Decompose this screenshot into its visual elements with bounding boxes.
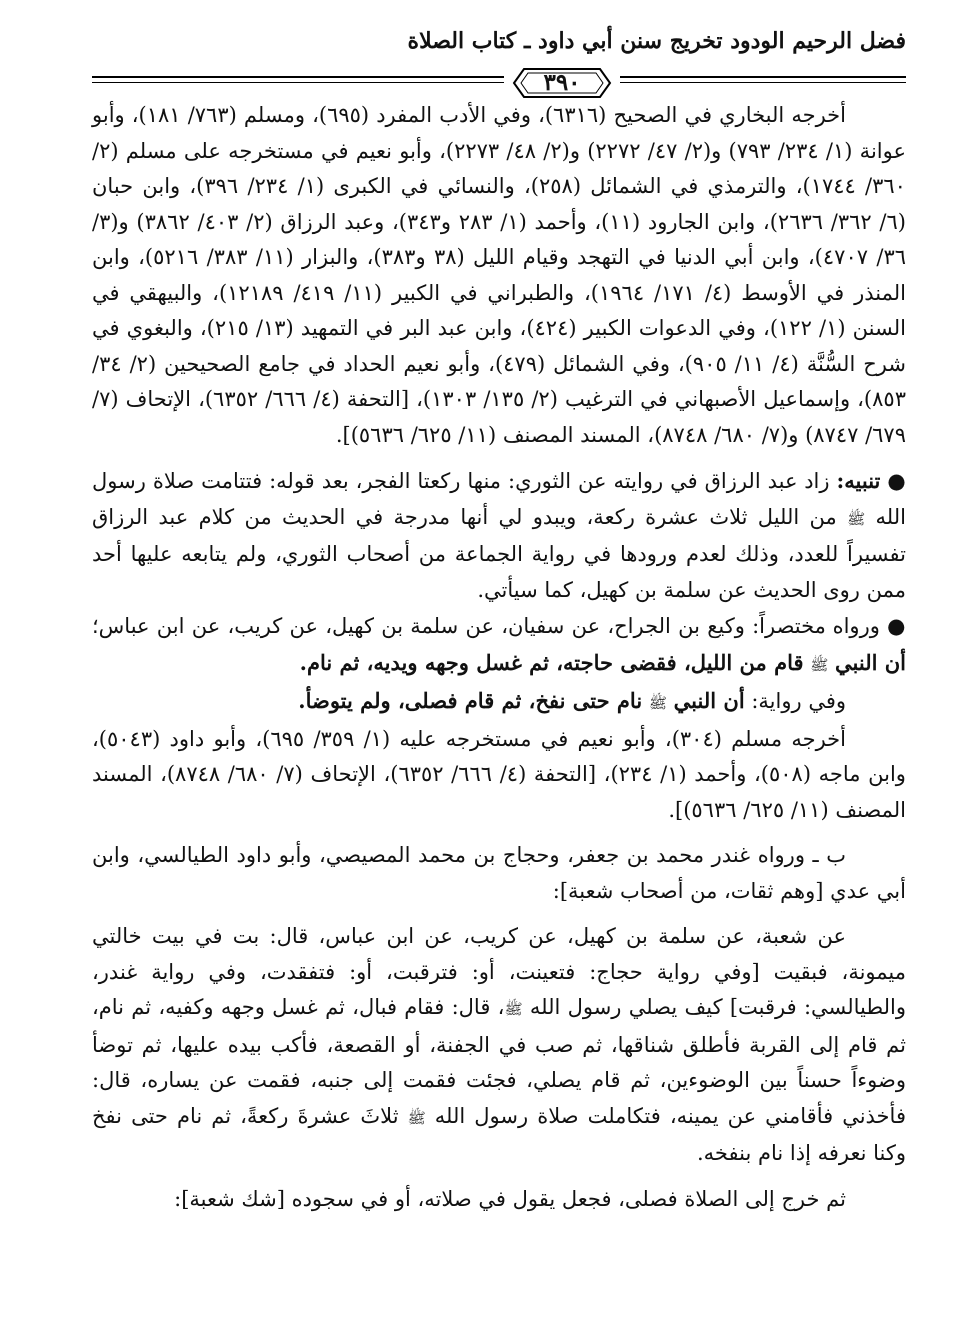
section-b-paragraph: ب ـ ورواه غندر محمد بن جعفر، وحجاج بن محمد المصيصي، وأبو داود الطيالسي، وابن أبي عدي [وهم ثقات، من أصحاب شعبة]: — [92, 843, 906, 903]
bullet-icon: ● — [887, 468, 907, 493]
hadith-text: أن النبي — [835, 649, 906, 675]
note-text: زاد عبد الرزاق في روايته عن الثوري: منها ركعتا الفجر، بعد قوله: فتتامت صلاة رسول الله — [92, 469, 906, 529]
running-title: فضل الرحيم الودود تخريج سنن أبي داود ـ كتاب الصلاة — [407, 28, 906, 54]
salutation-glyph: ﷺ — [648, 694, 667, 712]
salutation-glyph: ﷺ — [407, 1108, 426, 1127]
takhrij-paragraph-2: أخرجه مسلم (٣٠٤)، وأبو نعيم في مستخرجه عليه (١/ ٣٥٩/ ٦٩٥)، وأبو داود (٥٠٤٣)، وابن ماجه (٥٠٨)، وأحمد (١/ ٢٣٤)، [التحفة (٤/ ٦٦٦/ ٦٣٥٢)، الإتحاف (٧/ ٦٨٠/ ٨٧٤٨)، المسند المصنف (١١/ ٦٢٥/ ٥٦٣٦)]. — [92, 726, 906, 822]
header-rule-left-top — [92, 76, 504, 78]
page-header — [92, 16, 906, 96]
riwaya-label: وفي رواية: — [751, 689, 846, 713]
page-number-badge — [512, 66, 612, 100]
salutation-glyph: ﷺ — [504, 1000, 523, 1018]
takhrij-paragraph: أخرجه البخاري في الصحيح (٦٣١٦)، وفي الأدب المفرد (٦٩٥)، ومسلم (٧٦٣/ ١٨١)، وأبو عوانة (١/ ٢٣٤/ ٧٩٣) و(٢/ ٤٧/ ٢٢٧٢) و(٢/ ٤٨/ ٢٢٧٣)، وأبو نعيم في مستخرجه على مسلم (٢/ ٣٦٠/ ١٧٤٤)، والترمذي في الشمائل (٢٥٨)، والنسائي في الكبرى (١/ ٢٣٤/ ٣٩٦)، وابن حبان (٦/ ٣٦٢/ ٢٦٣٦)، وابن الجارود (١١)، وأحمد (١/ ٢٨٣ و٣٤٣)، وعبد الرزاق (٢/ ٤٠٣/ ٣٨٦٢) و(٣/ ٣٦/ ٤٧٠٧)، وابن أبي الدنيا في التهجد وقيام الليل (٣٨ و٣٨٣)، والبزار (١١/ ٣٨٣/ ٥٢١٦)، وابن المنذر في الأوسط (٤/ ١٧١/ ١٩٦٤)، والطبراني في الكبير (١١/ ٤١٩/ ١٢١٨٩)، والبيهقي في السنن (١/ ١٢٢)، وفي الدعوات الكبير (٤٢٤)، وابن عبد البر في التمهيد (١٣/ ٢١٥)، والبغوي في شرح السُّنَّة (٤/ ١١/ ٩٠٥)، وفي الشمائل (٤٧٩)، وأبو نعيم الحداد في جامع الصحيحين (٢/ ٣٤/ ٨٥٣)، وإسماعيل الأصبهاني في الترغيب (٢/ ١٣٥/ ١٣٠٣)، [التحفة (٤/ ٦٦٦/ ٦٣٥٢)، الإتحاف (٧/ ٦٧٩/ ٨٧٤٧) و(٧/ ٦٨٠/ ٨٧٤٨)، المسند المصنف (١١/ ٦٢٥/ ٥٦٣٦)]. — [92, 103, 907, 447]
hadith-paragraph — [92, 919, 906, 1172]
hadith-text-cont: نام حتى نفخ، ثم قام فصلى، ولم يتوضأ. — [298, 688, 643, 713]
header-rule-right-top — [620, 76, 906, 78]
hadith-text-cont: ، قال: فقام فبال، ثم غسل وجهه وكفيه، ثم نام، ثم قام إلى القربة فأطلق شناقها، ثم صب في الجفنة، أو القصعة، فأكب بيده عليها، ثم توضأ وضوءاً حسناً بين الوضوءين، ثم قام يصلي، فجئت فقمت إلى جنبه، فقمت عن يساره، قال: فأخذني فأقامني عن يمينه، فتكاملت صلاة رسول الله — [92, 995, 906, 1128]
note-label: تنبيه: — [836, 468, 881, 493]
brief-text: ورواه مختصراً: وكيع بن الجراح، عن سفيان، عن سلمة بن كهيل، عن كريب، عن ابن عباس؛ — [92, 614, 880, 638]
page-body — [92, 98, 906, 1217]
hadith-text-cont: قام من الليل، فقضى حاجته، ثم غسل وجهه ويديه، ثم نام. — [299, 649, 804, 675]
riwaya-paragraph — [92, 683, 906, 722]
hadith-text: عن شعبة، عن سلمة بن كهيل، عن كريب، عن ابن عباس، قال: بت في بيت خالتي ميمونة، فبقيت [وفي رواية حجاج: فتعينت، أو: فترقبت، أو: فتفقدت، وفي رواية غندر، والطيالسي: فرقبت] كيف يصلي رسول الله — [92, 924, 906, 1019]
bullet-icon: ● — [887, 613, 906, 638]
note-paragraph — [92, 463, 906, 608]
brief-narration-paragraph — [92, 608, 906, 683]
header-rule-right-bottom — [620, 82, 906, 83]
header-rule-left-bottom — [92, 82, 504, 83]
note-text-cont: من الليل ثلاث عشرة ركعة، ويبدو لي أنها مدرجة في الحديث من كلام عبد الرزاق تفسيراً للعدد، وذلك لعدم ورودها في رواية الجماعة من أصحاب الثوري، ولم يتابعه عليها أحد ممن روى الحديث عن سلمة بن كهيل، كما سيأتي. — [92, 504, 906, 602]
page-number: ٣٩٠ — [543, 69, 581, 96]
hadith-text: أن النبي — [673, 688, 745, 713]
salutation-glyph: ﷺ — [810, 655, 829, 674]
hadith-text-end: ثلاثَ عشرةَ ركعةً، ثم نام حتى نفخ وكنا نعرفه إذا نام بنفخه. — [92, 1103, 906, 1165]
salutation-glyph: ﷺ — [847, 509, 866, 528]
continuation-paragraph: ثم خرج إلى الصلاة فصلى، فجعل يقول في صلاته، أو في سجوده [شك شعبة]: — [174, 1186, 846, 1211]
